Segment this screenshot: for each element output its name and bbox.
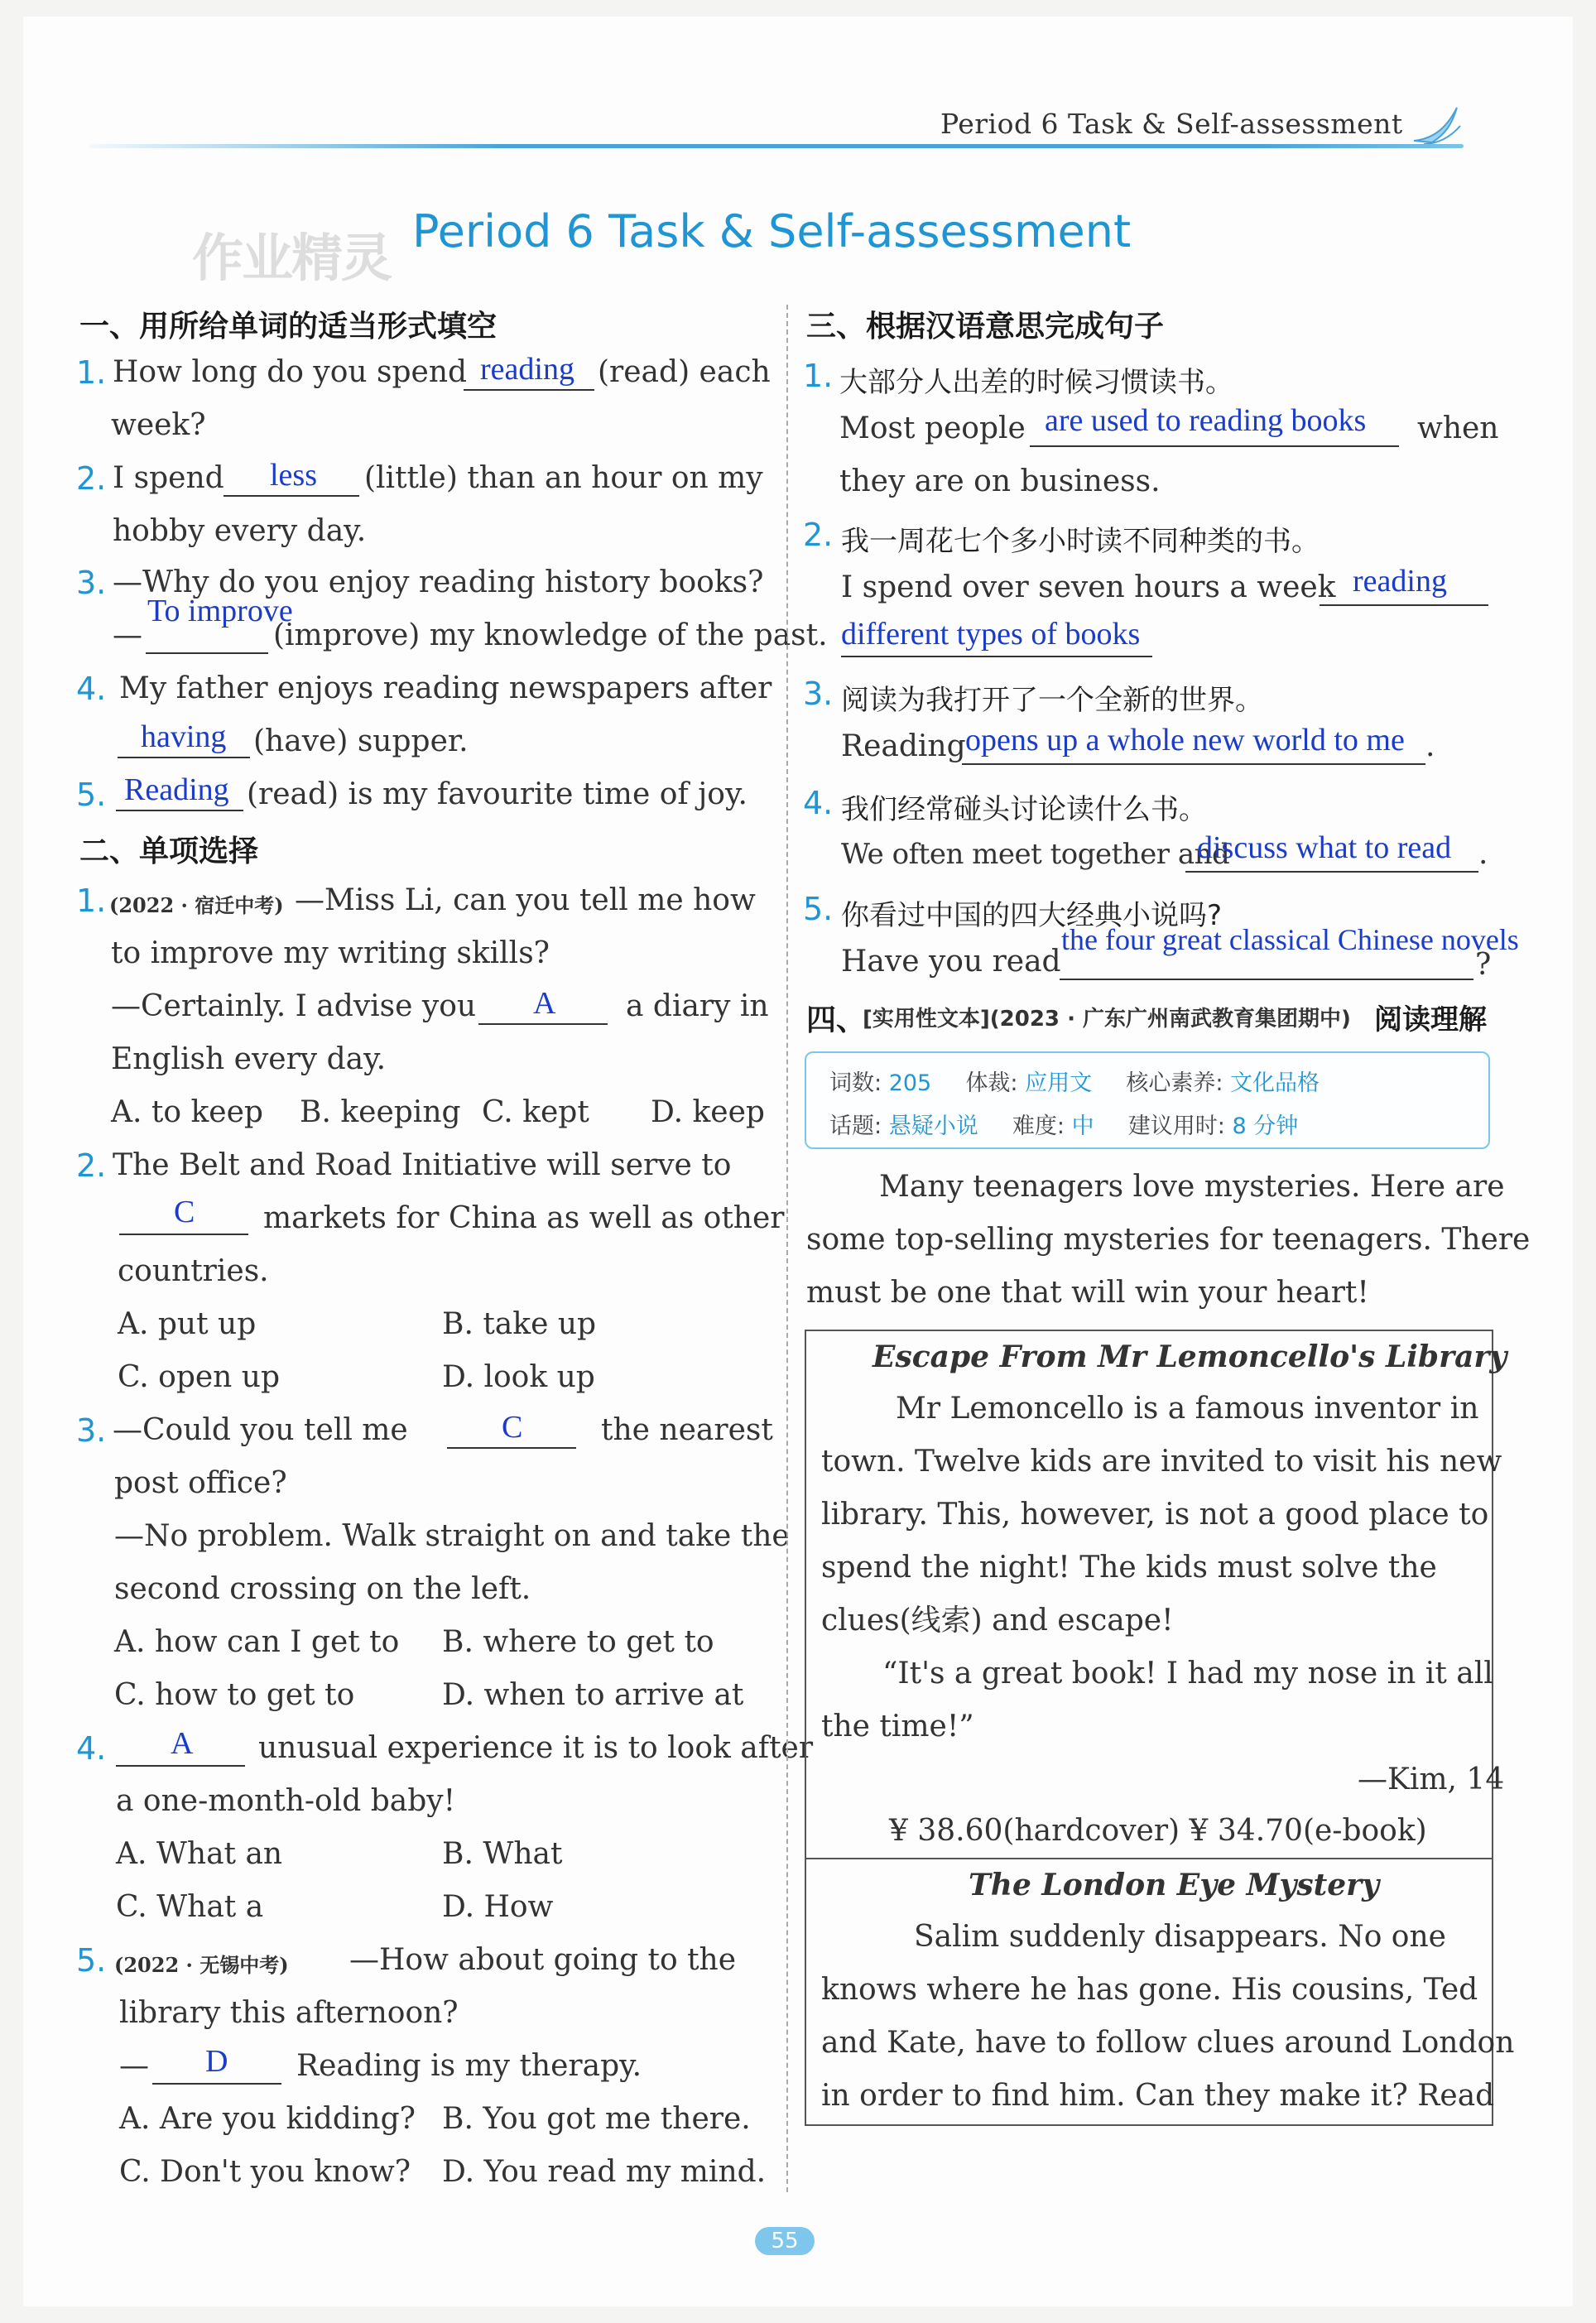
s1-item1-answer: reading <box>480 352 574 387</box>
s2-q1-option-a: A. to keep <box>111 1095 263 1129</box>
s2-q1-blank <box>478 1023 608 1025</box>
info-words-value: 205 <box>888 1070 932 1096</box>
s1-item1-blank <box>464 389 594 391</box>
s3-item1-number: 1. <box>803 358 834 394</box>
section4-heading-prefix: 四、 <box>806 1003 867 1037</box>
s3-item1-text-a: Most people <box>839 411 1026 445</box>
s3-item2-text-a: I spend over seven hours a week <box>841 570 1336 604</box>
book1-line-4: spend the night! The kids must solve the <box>821 1551 1437 1585</box>
s3-item1-answer: are used to reading books <box>1045 403 1367 438</box>
s3-item5-text-a: Have you read <box>841 945 1061 979</box>
info-time-value: 8 分钟 <box>1232 1113 1299 1139</box>
book-divider <box>806 1858 1492 1859</box>
s2-q5-number: 5. <box>76 1942 107 1979</box>
s2-q2-option-b: B. take up <box>442 1307 597 1341</box>
s2-q5-blank <box>152 2083 281 2085</box>
s3-item2-blank-line2 <box>841 656 1152 657</box>
s2-q3-blank <box>447 1447 576 1449</box>
s2-q1-line3b: a diary in <box>626 989 769 1023</box>
s1-item2-blank <box>224 495 359 497</box>
s3-item5-answer: the four great classical Chinese novels <box>1061 923 1519 956</box>
s2-q1-line1: —Miss Li, can you tell me how <box>295 883 756 917</box>
s3-item4-end: . <box>1478 837 1488 871</box>
column-divider <box>786 305 788 2192</box>
book2-line-3: and Kate, have to follow clues around London <box>821 2026 1515 2060</box>
s3-item3-text-a: Reading <box>841 729 966 763</box>
s2-q4-option-d: D. How <box>442 1890 554 1924</box>
s2-q5-source: (2022 · 无锡中考) <box>114 1953 289 1977</box>
s1-item1-text-b: (read) each <box>598 355 771 389</box>
book1-quote-2: the time!” <box>821 1710 974 1743</box>
s2-q2-line1: The Belt and Road Initiative will serve to <box>113 1148 732 1182</box>
book2-line-4: in order to find him. Can they make it? Read <box>821 2079 1495 2113</box>
s1-item5-answer: Reading <box>124 772 229 807</box>
info-words-label: 词数: <box>829 1070 882 1096</box>
s2-q5-option-b: B. You got me there. <box>442 2102 751 2136</box>
s1-item1-text-c: week? <box>111 408 206 442</box>
book1-line-2: town. Twelve kids are invited to visit his new <box>821 1445 1502 1479</box>
s2-q3-line3: —No problem. Walk straight on and take the <box>114 1519 790 1553</box>
s1-item5-blank <box>116 810 243 811</box>
s1-item5-text: (read) is my favourite time of joy. <box>247 777 748 811</box>
s3-item3-end: . <box>1425 729 1435 763</box>
s1-item2-number: 2. <box>76 460 107 497</box>
s2-q1-answer: A <box>533 986 556 1021</box>
info-topic-label: 话题: <box>829 1113 882 1139</box>
s2-q2-line3: countries. <box>118 1254 269 1288</box>
s3-item4-text-a: We often meet together and <box>841 838 1230 871</box>
s3-item2-blank <box>1320 604 1488 606</box>
s2-q2-answer: C <box>174 1195 195 1229</box>
s3-item5-number: 5. <box>803 891 834 927</box>
info-time-label: 建议用时: <box>1127 1113 1225 1139</box>
s2-q3-line2: post office? <box>114 1466 287 1500</box>
s2-q2-option-a: A. put up <box>118 1307 257 1341</box>
s2-q1-number: 1. <box>76 883 107 919</box>
info-difficulty-value: 中 <box>1071 1113 1094 1139</box>
page-title: Period 6 Task & Self-assessment <box>412 205 1132 257</box>
info-core-value: 文化品格 <box>1230 1070 1320 1096</box>
book2-title: The London Eye Mystery <box>969 1868 1380 1902</box>
s3-item3-number: 3. <box>803 676 834 712</box>
section4-source-tag: [实用性文本](2023 · 广东广州南武教育集团期中) <box>863 1007 1351 1032</box>
s3-item5-chinese: 你看过中国的四大经典小说吗? <box>841 899 1223 932</box>
s2-q3-option-a: A. how can I get to <box>114 1625 400 1659</box>
s2-q4-option-b: B. What <box>442 1837 563 1871</box>
s2-q3-line4: second crossing on the left. <box>114 1572 531 1606</box>
s1-item2-text-b: (little) than an hour on my <box>364 461 763 495</box>
s2-q3-option-c: C. how to get to <box>114 1678 355 1712</box>
s3-item4-blank <box>1185 871 1478 873</box>
info-difficulty-label: 难度: <box>1012 1113 1065 1139</box>
s1-item3-number: 3. <box>76 565 107 601</box>
s2-q5-line3b: Reading is my therapy. <box>296 2049 642 2083</box>
s2-q4-line2: a one-month-old baby! <box>116 1784 456 1818</box>
header-rule <box>89 144 1464 148</box>
intro-line-3: must be one that will win your heart! <box>806 1276 1369 1310</box>
s1-item2-answer: less <box>270 458 317 493</box>
s1-item3-text-b: (improve) my knowledge of the past. <box>273 618 828 652</box>
book1-price: ¥ 38.60(hardcover) ¥ 34.70(e-book) <box>889 1814 1427 1848</box>
s2-q1-option-c: C. kept <box>482 1095 589 1129</box>
s3-item1-chinese: 大部分人出差的时候习惯读书。 <box>839 366 1233 399</box>
bird-logo-icon <box>1407 101 1465 151</box>
s2-q5-line2: library this afternoon? <box>119 1996 459 2030</box>
s2-q5-line1: —How about going to the <box>349 1943 737 1977</box>
s2-q1-line2: to improve my writing skills? <box>111 936 550 970</box>
s2-q4-option-a: A. What an <box>116 1837 283 1871</box>
s3-item1-text-c: they are on business. <box>839 464 1161 498</box>
book2-line-1: Salim suddenly disappears. No one <box>914 1920 1446 1954</box>
section3-heading: 三、根据汉语意思完成句子 <box>806 310 1165 344</box>
section2-heading: 二、单项选择 <box>79 834 259 868</box>
s2-q4-option-c: C. What a <box>116 1890 264 1924</box>
s3-item3-blank <box>962 763 1425 765</box>
s1-item1-number: 1. <box>76 354 107 391</box>
running-header: Period 6 Task & Self-assessment <box>940 108 1403 140</box>
s2-q2-option-c: C. open up <box>118 1360 281 1394</box>
s3-item3-answer: opens up a whole new world to me <box>965 723 1405 758</box>
s2-q2-line2b: markets for China as well as other <box>263 1201 785 1235</box>
s2-q3-option-d: D. when to arrive at <box>442 1678 744 1712</box>
s1-item4-text-a: My father enjoys reading newspapers after <box>119 671 772 705</box>
s2-q3-line1b: the nearest <box>601 1413 773 1447</box>
s1-item2-text-c: hobby every day. <box>113 514 367 548</box>
s1-item4-blank <box>118 757 250 758</box>
watermark: 作业精灵 <box>192 228 392 288</box>
s2-q4-number: 4. <box>76 1730 107 1767</box>
s2-q3-line1a: —Could you tell me <box>113 1413 408 1447</box>
info-core-label: 核心素养: <box>1126 1070 1223 1096</box>
s2-q3-option-b: B. where to get to <box>442 1625 714 1659</box>
s1-item1-text-a: How long do you spend <box>113 355 468 389</box>
book1-title: Escape From Mr Lemoncello's Library <box>873 1339 1507 1374</box>
s3-item2-number: 2. <box>803 517 834 553</box>
s1-item3-text-a: —Why do you enjoy reading history books? <box>113 565 764 599</box>
s1-item3-answer: To improve <box>147 594 293 628</box>
s2-q3-answer: C <box>502 1410 523 1445</box>
book1-line-3: library. This, however, is not a good place to <box>821 1498 1489 1532</box>
s1-item5-number: 5. <box>76 777 107 813</box>
book1-quote-1: “It's a great book! I had my nose in it all <box>882 1657 1493 1691</box>
s3-item5-blank <box>1060 979 1473 980</box>
intro-line-2: some top-selling mysteries for teenagers. There <box>806 1223 1531 1257</box>
info-genre-value: 应用文 <box>1025 1070 1093 1096</box>
s3-item2-answer-line2: different types of books <box>841 617 1141 652</box>
s2-q2-blank <box>119 1234 248 1235</box>
info-topic-value: 悬疑小说 <box>888 1113 978 1139</box>
page-number: 55 <box>755 2227 815 2255</box>
s1-item4-number: 4. <box>76 671 107 707</box>
s1-item3-blank <box>146 652 268 654</box>
s2-q4-line1b: unusual experience it is to look after <box>258 1731 814 1765</box>
s3-item1-text-b: when <box>1417 411 1499 445</box>
s2-q1-line3a: —Certainly. I advise you <box>111 989 477 1023</box>
s3-item1-blank <box>1030 445 1399 447</box>
s2-q5-dash: — <box>119 2049 149 2083</box>
s2-q2-option-d: D. look up <box>442 1360 595 1394</box>
s2-q5-answer: D <box>205 2044 228 2079</box>
s3-item4-answer: discuss what to read <box>1197 830 1452 865</box>
s1-item4-text-b: (have) supper. <box>253 724 469 758</box>
info-row-2 <box>829 1108 1298 1140</box>
s2-q1-option-b: B. keeping <box>300 1095 461 1129</box>
section1-heading: 一、用所给单词的适当形式填空 <box>79 310 498 344</box>
s2-q1-source: (2022 · 宿迁中考) <box>109 893 284 917</box>
book2-line-2: knows where he has gone. His cousins, Ted <box>821 1973 1478 2007</box>
s3-item5-end: ? <box>1475 948 1492 982</box>
section4-heading-suffix: 阅读理解 <box>1374 1003 1487 1036</box>
info-row-1 <box>829 1065 1320 1097</box>
s3-item2-chinese: 我一周花七个多小时读不同种类的书。 <box>841 525 1320 558</box>
s3-item3-chinese: 阅读为我打开了一个全新的世界。 <box>841 684 1263 717</box>
s2-q2-number: 2. <box>76 1147 107 1184</box>
s2-q5-option-d: D. You read my mind. <box>442 2155 767 2189</box>
s2-q1-line4: English every day. <box>111 1042 387 1076</box>
s1-item3-dash: — <box>113 618 142 652</box>
s2-q4-answer: A <box>171 1726 194 1761</box>
s2-q3-number: 3. <box>76 1412 107 1449</box>
s2-q1-option-d: D. keep <box>651 1095 765 1129</box>
s2-q5-option-c: C. Don't you know? <box>119 2155 411 2189</box>
book1-author: —Kim, 14 <box>1358 1763 1505 1796</box>
s1-item4-answer: having <box>141 719 227 754</box>
s3-item2-answer: reading <box>1353 564 1447 599</box>
intro-line-1: Many teenagers love mysteries. Here are <box>879 1170 1505 1204</box>
s3-item4-number: 4. <box>803 785 834 821</box>
s1-item2-text-a: I spend <box>113 461 224 495</box>
s3-item4-chinese: 我们经常碰头讨论读什么书。 <box>841 793 1207 826</box>
s2-q5-option-a: A. Are you kidding? <box>119 2102 416 2136</box>
book1-line-1: Mr Lemoncello is a famous inventor in <box>896 1392 1479 1426</box>
s2-q4-blank <box>116 1765 245 1767</box>
info-genre-label: 体裁: <box>965 1070 1018 1096</box>
book1-line-5: clues(线索) and escape! <box>821 1604 1174 1638</box>
